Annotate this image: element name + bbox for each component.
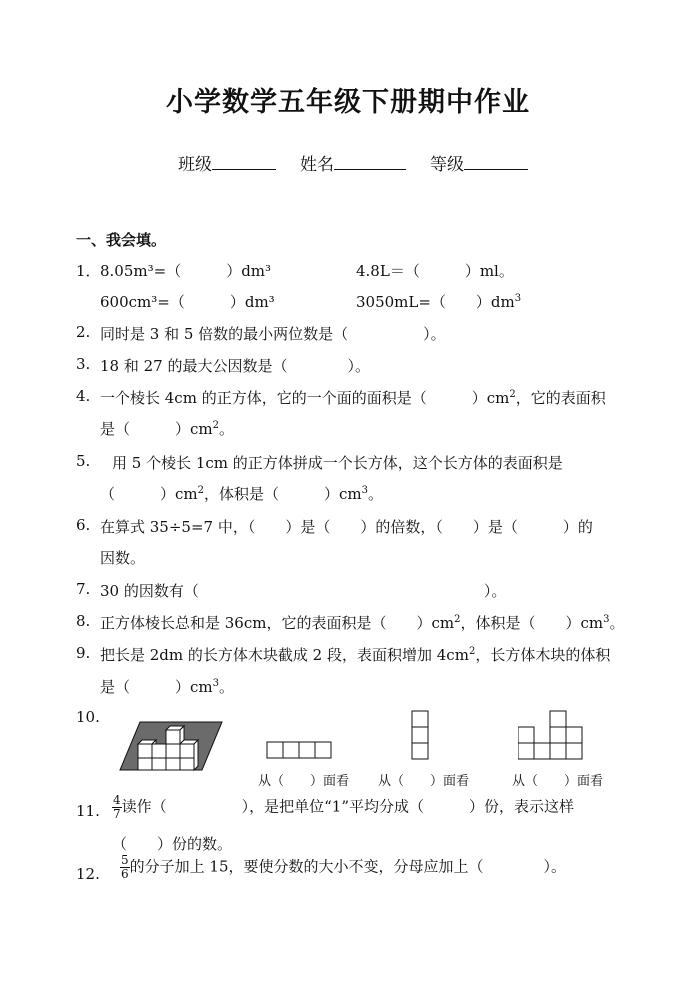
q1-c: 600cm³=（ ）dm³ (100, 293, 275, 311)
q1-d: 3050mL=（ ）$dm^3$ (356, 293, 522, 311)
view2-label: 从（ ）面看 (378, 774, 470, 789)
q8-text: 正方体棱长总和是 36cm，它的表面积是（ ）$cm^2$，体积是（ ）$cm^3$。 (100, 614, 625, 632)
name-field (300, 150, 406, 175)
class-label: 班级 (178, 155, 212, 175)
q1-a: 8.05m³=（ ）dm³ (100, 262, 272, 280)
q11-fraction: $\frac{4}{7}$ (113, 793, 121, 821)
name-label: 姓名 (300, 155, 334, 175)
q9-line2: 是（ ）$cm^3$。 (100, 678, 235, 696)
q2-number: 2. (76, 323, 91, 341)
page-title: 小学数学五年级下册期中作业 (166, 87, 530, 118)
q6-line2: 因数。 (100, 549, 146, 567)
q12-text: $\frac{5}{6}$ 的分子加上 15，要使分数的大小不变，分母应加上（ ）。 (121, 853, 566, 881)
q1-b: 4.8L＝（ ）ml。 (356, 262, 514, 280)
view1-label: 从（ ）面看 (258, 774, 350, 789)
grade-field (430, 150, 528, 175)
q3-text: 18 和 27 的最大公因数是（ ）。 (100, 357, 370, 375)
front-view-figure (266, 740, 336, 760)
q4-number: 4. (76, 387, 91, 405)
q5-line1: 用 5 个棱长 1cm 的正方体拼成一个长方体，这个长方体的表面积是 (112, 454, 563, 472)
q11-line1: $\frac{4}{7}$ 读作（ ），是把单位“1”平均分成（ ）份，表示这样 (113, 793, 575, 821)
top-view-figure (518, 710, 586, 762)
q7-number: 7. (76, 580, 91, 598)
q9-line1: 把长是 2dm 的长方体木块截成 2 段，表面积增加 $4cm^2$，长方体木块的体积 (100, 646, 611, 664)
q5-number: 5. (76, 452, 91, 470)
q4-line1: 一个棱长 4cm 的正方体，它的一个面的面积是（ ）$cm^2$，它的表面积 (100, 389, 606, 407)
side-view-figure (410, 710, 432, 762)
cube-stack-figure (118, 718, 224, 774)
class-blank[interactable] (212, 154, 276, 170)
q12-number: 12. (76, 865, 100, 883)
q6-line1: 在算式 35÷5=7 中，（ ）是（ ）的倍数，（ ）是（ ）的 (100, 518, 593, 536)
grade-blank[interactable] (464, 154, 528, 170)
q1-number: 1． (76, 262, 101, 280)
q6-number: 6. (76, 516, 91, 534)
q12-fraction: $\frac{5}{6}$ (121, 853, 129, 881)
class-field (178, 150, 276, 175)
q7-text: 30 的因数有（ ）。 (100, 582, 507, 600)
q3-number: 3. (76, 355, 91, 373)
section-heading: 一、我会填。 (76, 231, 167, 249)
q2-text: 同时是 3 和 5 倍数的最小两位数是（ ）。 (100, 325, 446, 343)
q5-line2: （ ）$cm^2$，体积是（ ）$cm^3$。 (100, 485, 384, 503)
grade-label: 等级 (430, 155, 464, 175)
name-blank[interactable] (334, 154, 406, 170)
q8-number: 8. (76, 612, 91, 630)
q11-line2: （ ）份的数。 (112, 835, 233, 853)
q11-number: 11. (76, 802, 100, 820)
q10-number: 10. (76, 708, 100, 726)
q4-line2: 是（ ）$cm^2$。 (100, 420, 235, 438)
q9-number: 9. (76, 644, 91, 662)
view3-label: 从（ ）面看 (512, 774, 604, 789)
